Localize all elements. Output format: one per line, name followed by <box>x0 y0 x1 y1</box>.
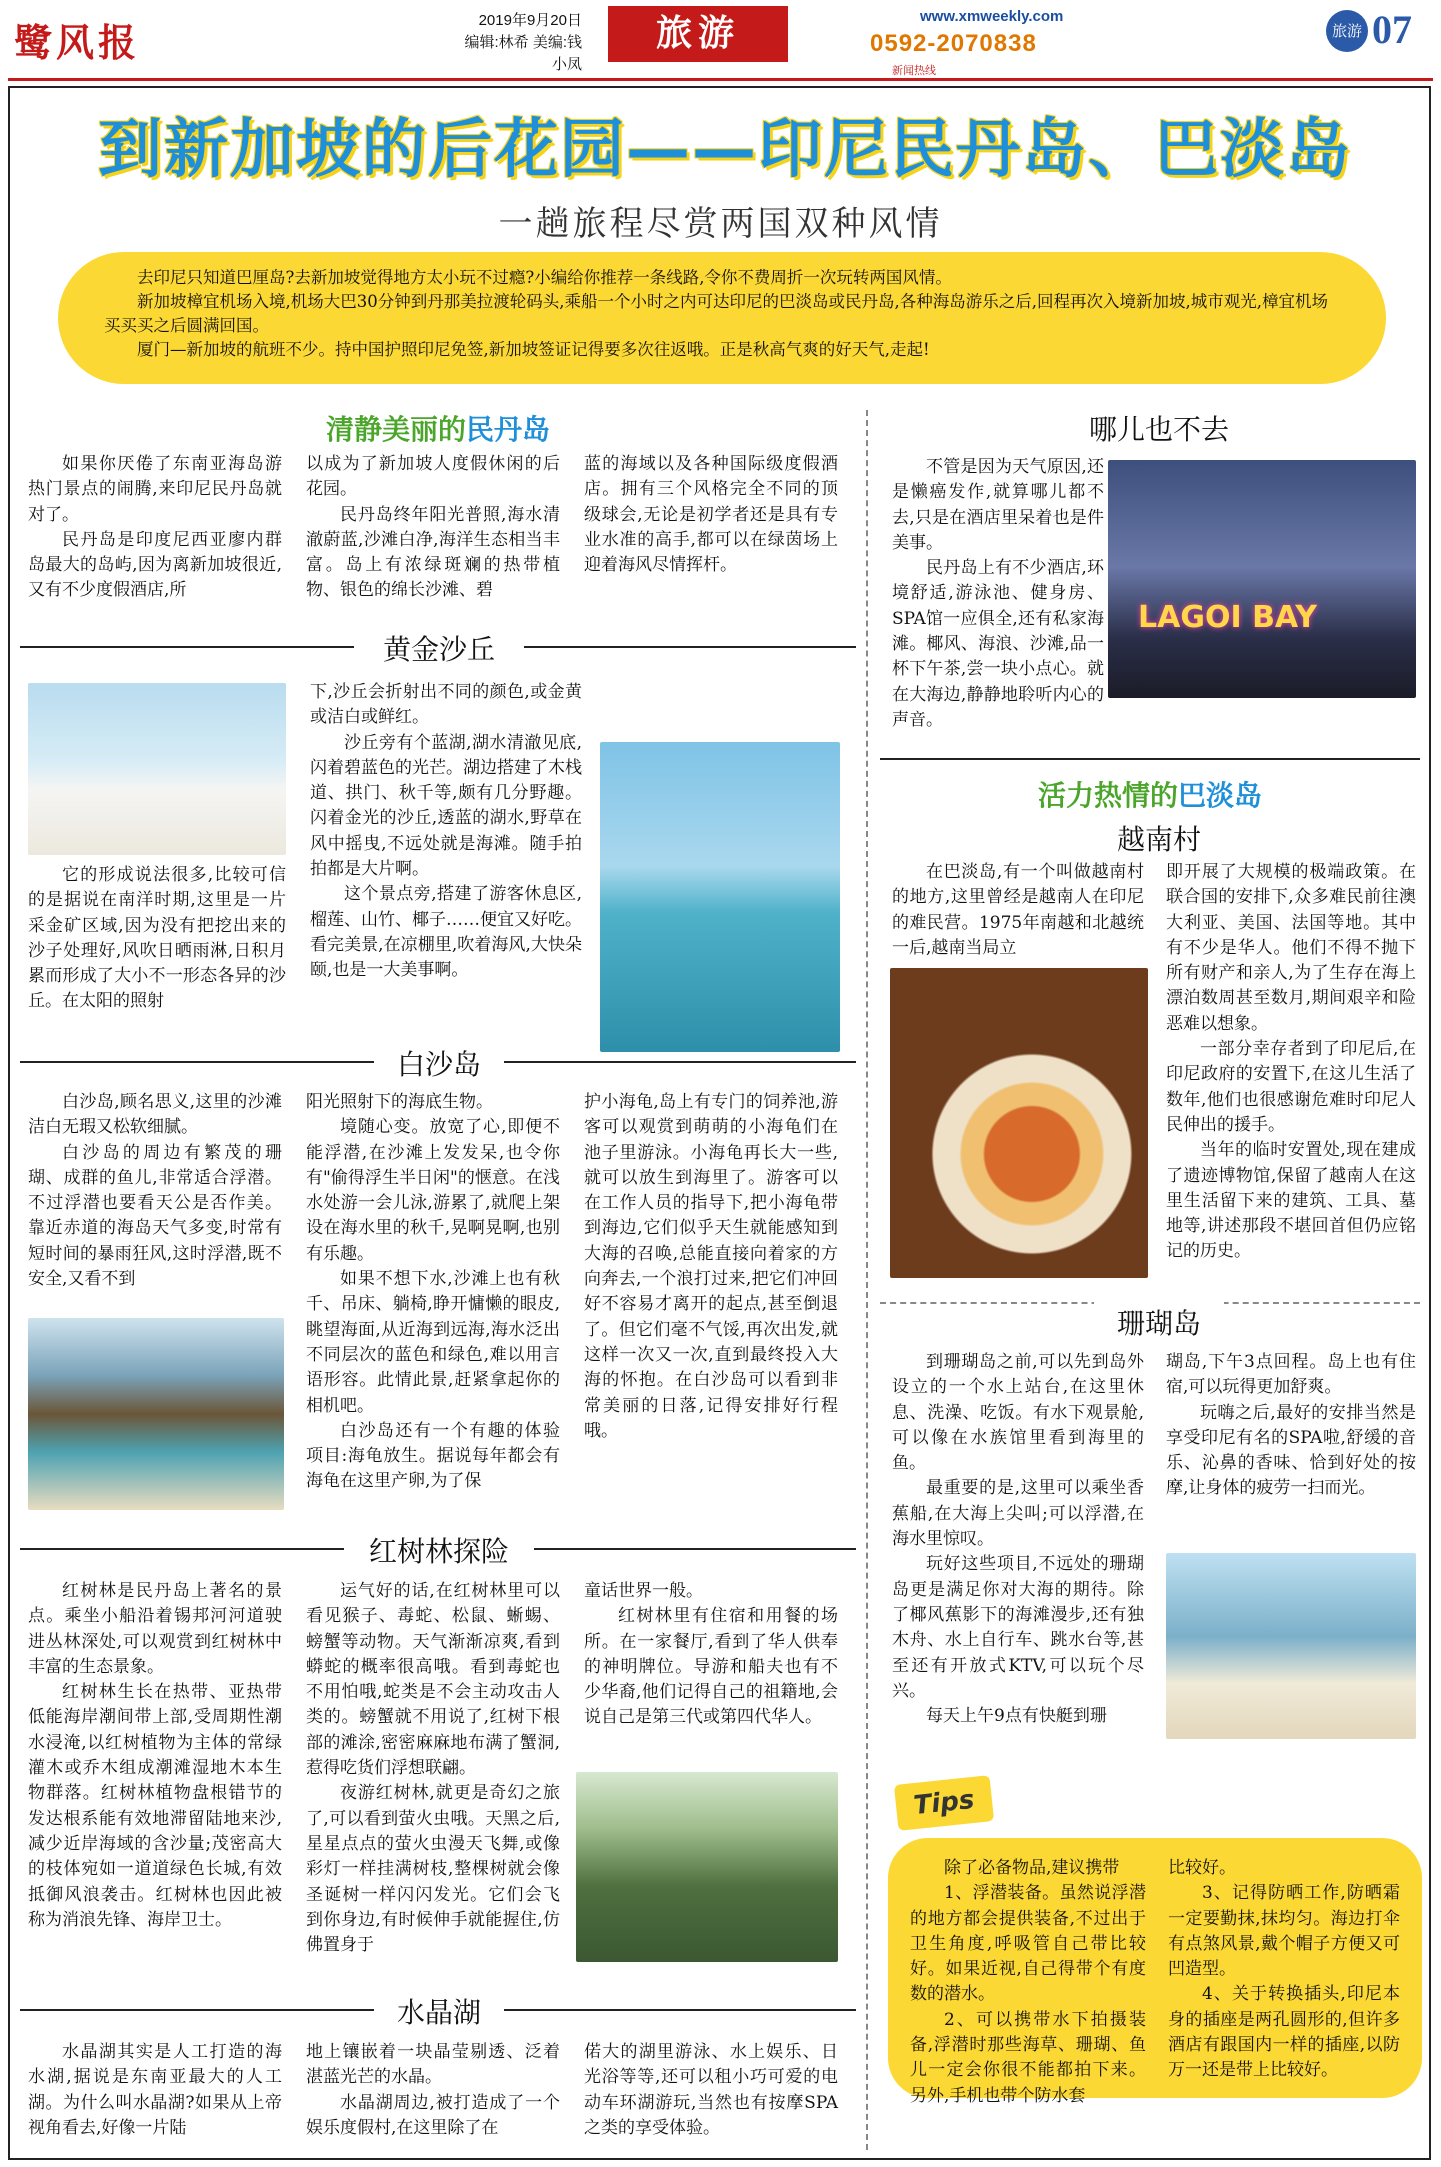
paragraph: 夜游红树林,就更是奇幻之旅了,可以看到萤火虫哦。天黑之后,星星点点的萤火虫漫天飞舞,或像彩灯一样挂满树枝,整棵树就会像圣诞树一样闪闪发光。它们会飞到你身边,有时候伸手就能握住,仿佛置身于 <box>306 1783 560 1956</box>
paragraph: 当年的临时安置处,现在建成了遗迹博物馆,保留了越南人在这里生活留下来的建筑、工具、墓地等,讲述那段不堪回首但仍应铭记的历史。 <box>1166 1140 1416 1262</box>
paragraph: 境随心变。放宽了心,即便不能浮潜,在沙滩上发发呆,也令你有"偷得浮生半日闲"的惬意。在浅水处游一会儿泳,游累了,就爬上架设在海水里的秋千,晃啊晃啊,也别有乐趣。 <box>306 1117 560 1264</box>
page-number: 07 <box>1372 7 1412 52</box>
paragraph: 运气好的话,在红树林里可以看见猴子、毒蛇、松鼠、蜥蜴、螃蟹等动物。天气渐渐凉爽,看到蟒蛇的概率很高哦。看到毒蛇也不用怕哦,蛇类是不会主动攻击人类的。螃蟹就不用说了,红树下根部的滩涂,密密麻麻地布满了蟹洞,惹得吃货们浮想联翩。 <box>306 1581 560 1779</box>
mangrove-col2 <box>306 1579 560 1958</box>
tips-label: Tips <box>894 1775 994 1831</box>
mangrove-col3 <box>584 1579 838 1731</box>
paragraph: 比较好。 <box>1168 1858 1236 1878</box>
issue-date: 2019年9月20日 <box>478 12 582 29</box>
issue-info <box>452 10 582 76</box>
section-tab: 旅游 <box>608 6 788 62</box>
food-photo <box>890 968 1148 1278</box>
section-heading-bintan <box>20 408 856 448</box>
mangrove-photo <box>576 1772 838 1962</box>
intro-paragraph: 去印尼只知道巴厘岛?去新加坡觉得地方太小玩不过瘾?小编给你推荐一条线路,令你不费周折一次玩转两国风情。 <box>137 268 952 287</box>
nowhere-text <box>892 455 1104 733</box>
bintan-col2 <box>306 452 560 604</box>
website-link[interactable]: www.xmweekly.com <box>920 8 1064 25</box>
section-heading-prefix: 清静美丽的 <box>325 413 466 446</box>
white-col2 <box>306 1090 560 1495</box>
lagoi-bay-photo <box>1108 460 1416 698</box>
subsection-title-coral-island: 珊瑚岛 <box>1094 1302 1224 1342</box>
section-heading-name: 民丹岛 <box>466 413 551 446</box>
newspaper-logo: 鹭风报 <box>14 20 141 65</box>
vietnam-col1 <box>892 860 1144 961</box>
paragraph: 到珊瑚岛之前,可以先到岛外设立的一个水上站台,在这里休息、洗澡、吃饭。有水下观景舱,可以像在水族馆里看到海里的鱼。 <box>892 1352 1144 1474</box>
tips-box <box>888 1838 1422 2106</box>
paragraph: 瑚岛,下午3点回程。岛上也有住宿,可以玩得更加舒爽。 <box>1166 1352 1416 1398</box>
paragraph: 白沙岛,顾名思义,这里的沙滩洁白无瑕又松软细腻。 <box>28 1092 282 1138</box>
page-title: 到新加坡的后花园——印尼民丹岛、巴淡岛 <box>98 113 1352 187</box>
beach-hut-photo <box>28 1318 284 1510</box>
hotline-label: 新闻热线 <box>892 65 936 77</box>
subsection-title-golden-dunes: 黄金沙丘 <box>354 628 524 668</box>
paragraph: 在巴淡岛,有一个叫做越南村的地方,这里曾经是越南人在印尼的难民营。1975年南越和北越统一后,越南当局立 <box>892 862 1144 958</box>
subsection-title-mangrove: 红树林探险 <box>344 1530 534 1570</box>
paragraph: 民丹岛是印度尼西亚廖内群岛最大的岛屿,因为离新加坡很近,又有不少度假酒店,所 <box>28 529 282 601</box>
paragraph: 红树林生长在热带、亚热带低能海岸潮间带上部,受周期性潮水浸淹,以红树植物为主体的常绿灌木或乔木组成潮滩湿地木本生物群落。红树林植物盘根错节的发达根系能有效地滞留陆地来沙,减少近岸海域的含沙量;茂密高大的枝体宛如一道道绿色长城,有效抵御风浪袭击。红树林也因此被称为消浪先锋、海岸卫士。 <box>28 1682 282 1930</box>
paragraph: 白沙岛的周边有繁茂的珊瑚、成群的鱼儿,非常适合浮潜。不过浮潜也要看天公是否作美。靠近赤道的海岛天气多变,时常有短时间的暴雨狂风,这时浮潜,既不安全,又看不到 <box>28 1142 282 1290</box>
paragraph: 玩嗨之后,最好的安排当然是享受印尼有名的SPA啦,舒缓的音乐、沁鼻的香味、恰到好处的按摩,让身体的疲劳一扫而光。 <box>1166 1402 1416 1499</box>
paragraph: 红树林是民丹岛上著名的景点。乘坐小船沿着锡邦河河道驶进丛林深处,可以观赏到红树林中丰富的生态景象。 <box>28 1581 282 1677</box>
paragraph: 地上镶嵌着一块晶莹剔透、泛着湛蓝光芒的水晶。 <box>306 2042 560 2088</box>
mangrove-col1 <box>28 1579 282 1933</box>
dune-photo <box>28 683 286 855</box>
paragraph: 偌大的湖里游泳、水上娱乐、日光浴等等,还可以租小巧可爱的电动车环湖游玩,当然也有按摩SPA之类的享受体验。 <box>584 2042 838 2138</box>
paragraph: 最重要的是,这里可以乘坐香蕉船,在大海上尖叫;可以浮潜,在海水里惊叹。 <box>892 1478 1144 1550</box>
section-badge: 旅游 <box>1326 10 1368 52</box>
paragraph: 3、记得防晒工作,防晒霜一定要勤抹,抹均匀。海边打伞有点煞风景,戴个帽子方便又可凹造型。 <box>1168 1883 1400 1980</box>
intro-box <box>58 252 1386 384</box>
vietnam-col2 <box>1166 860 1416 1265</box>
tips-col2 <box>1168 1856 1400 2084</box>
bintan-col1 <box>28 452 282 604</box>
bintan-col3 <box>584 452 838 578</box>
tips-col1 <box>910 1856 1146 2109</box>
pier-photo <box>600 742 840 1052</box>
paragraph: 一部分幸存者到了印尼后,在印尼政府的安置下,在这儿生活了数年,他们也很感谢危难时印尼人民伸出的援手。 <box>1166 1039 1416 1135</box>
paragraph: 阳光照射下的海底生物。 <box>306 1092 493 1112</box>
paragraph: 白沙岛还有一个有趣的体验项目:海龟放生。据说每年都会有海龟在这里产卵,为了保 <box>306 1420 560 1492</box>
coral-beach-photo <box>1166 1553 1416 1739</box>
hotline-number: 0592-2070838 <box>870 30 1037 57</box>
golden-col2 <box>310 680 582 984</box>
paragraph: 红树林里有住宿和用餐的场所。在一家餐厅,看到了华人供奉的神明牌位。导游和船夫也有不少华裔,他们记得自己的祖籍地,会说自己是第三代或第四代华人。 <box>584 1606 838 1728</box>
section-heading-name: 巴淡岛 <box>1178 779 1263 812</box>
paragraph: 即开展了大规模的极端政策。在联合国的安排下,众多难民前往澳大利亚、美国、法国等地。其中有不少是华人。他们不得不抛下所有财产和亲人,为了生存在海上漂泊数周甚至数月,期间艰辛和险恶难以想象。 <box>1166 862 1416 1034</box>
paragraph: 民丹岛上有不少酒店,环境舒适,游泳池、健身房、SPA馆一应俱全,还有私家海滩。椰风、海浪、沙滩,品一杯下午茶,尝一块小点心。就在大海边,静静地聆听内心的声音。 <box>892 558 1104 730</box>
crystal-col2 <box>306 2040 560 2141</box>
paragraph: 这个景点旁,搭建了游客休息区,榴莲、山竹、椰子……便宜又好吃。看完美景,在凉棚里,吹着海风,大快朵颐,也是一大美事啊。 <box>310 884 582 981</box>
subsection-title-vietnam-village: 越南村 <box>1116 823 1201 856</box>
subsection-title-white-sand: 白沙岛 <box>374 1043 504 1083</box>
coral-col1 <box>892 1350 1144 1729</box>
paragraph: 2、可以携带水下拍摄装备,浮潜时那些海草、珊瑚、鱼儿一定会你很不能都拍下来。另外,手机也带个防水套 <box>910 2009 1146 2106</box>
section-heading-batam <box>880 774 1420 814</box>
page-subtitle: 一趟旅程尽赏两国双种风情 <box>498 204 943 244</box>
paragraph: 如果不想下水,沙滩上也有秋千、吊床、躺椅,睁开慵懒的眼皮,眺望海面,从近海到远海,海水泛出不同层次的蓝色和绿色,难以用言语形容。此情此景,赶紧拿起你的相机吧。 <box>306 1269 560 1416</box>
paragraph: 以成为了新加坡人度假休闲的后花园。 <box>306 454 560 500</box>
paragraph: 不管是因为天气原因,还是懒癌发作,就算哪儿都不去,只是在酒店里呆着也是件美事。 <box>892 457 1104 553</box>
crystal-col1 <box>28 2040 282 2141</box>
paragraph: 下,沙丘会折射出不同的颜色,或金黄或洁白或鲜红。 <box>310 682 582 728</box>
intro-paragraph: 新加坡樟宜机场入境,机场大巴30分钟到丹那美拉渡轮码头,乘船一个小时之内可达印尼的巴淡岛或民丹岛,各种海岛游乐之后,回程再次入境新加坡,城市观光,樟宜机场买买买之后圆满回国。 <box>104 292 1328 335</box>
paragraph: 除了必备物品,建议携带 <box>944 1858 1120 1878</box>
masthead-rule <box>8 78 1433 81</box>
coral-col2 <box>1166 1350 1416 1502</box>
section-heading-prefix: 活力热情的 <box>1037 779 1178 812</box>
subsection-title-crystal-lake: 水晶湖 <box>374 1991 504 2031</box>
paragraph: 每天上午9点有快艇到珊 <box>926 1706 1107 1727</box>
paragraph: 4、关于转换插头,印尼本身的插座是两孔圆形的,但许多酒店有跟国内一样的插座,以防万一还是带上比较好。 <box>1168 1984 1400 2081</box>
intro-paragraph: 厦门—新加坡的航班不少。持中国护照印尼免签,新加坡签证记得要多次往返哦。正是秋高气爽的好天气,走起! <box>137 340 930 359</box>
white-col3 <box>584 1090 838 1444</box>
paragraph: 沙丘旁有个蓝湖,湖水清澈见底,闪着碧蓝色的光芒。湖边搭建了木栈道、拱门、秋千等,颇有几分野趣。闪着金光的沙丘,透蓝的湖水,野草在风中摇曳,不远处就是海滩。随手拍拍都是大片啊。 <box>310 732 582 880</box>
white-col1 <box>28 1090 282 1292</box>
editors-credit: 编辑:林希 美编:钱小凤 <box>464 34 582 73</box>
paragraph: 童话世界一般。 <box>584 1581 703 1601</box>
paragraph: 它的形成说法很多,比较可信的是据说在南洋时期,这里是一片采金矿区域,因为没有把挖出来的沙子处理好,风吹日晒雨淋,日积月累而形成了大小不一形态各异的沙丘。在太阳的照射 <box>28 865 286 1012</box>
paragraph: 如果你厌倦了东南亚海岛游热门景点的闹腾,来印尼民丹岛就对了。 <box>28 454 282 525</box>
paragraph: 水晶湖周边,被打造成了一个娱乐度假村,在这里除了在 <box>306 2092 560 2138</box>
crystal-col3 <box>584 2040 838 2141</box>
subsection-title-nowhere: 哪儿也不去 <box>1054 408 1264 448</box>
column-divider <box>866 410 868 2150</box>
paragraph: 护小海龟,岛上有专门的饲养池,游客可以观赏到萌萌的小海龟们在池子里游泳。小海龟再长大一些,就可以放生到海里了。游客可以在工作人员的指导下,把小海龟带到海边,它们似乎天生就能感知到大海的召唤,总能直接向着家的方向奔去,一个浪打过来,把它们冲回好不容易才离开的起点,甚至倒退了。但它们毫不气馁,再次出发,就这样一次又一次,直到最终投入大海的怀抱。在白沙岛可以看到非常美丽的日落,记得安排好行程哦。 <box>584 1092 838 1441</box>
paragraph: 玩好这些项目,不远处的珊瑚岛更是满足你对大海的期待。除了椰风蕉影下的海滩漫步,还有独木舟、水上自行车、跳水台等,甚至还有开放式KTV,可以玩个尽兴。 <box>892 1554 1144 1701</box>
golden-col1 <box>28 863 286 1015</box>
paragraph: 蓝的海域以及各种国际级度假酒店。拥有三个风格完全不同的顶级球会,无论是初学者还是具有专业水准的高手,都可以在绿茵场上迎着海风尽情挥杆。 <box>584 454 838 576</box>
section-rule <box>880 758 1420 760</box>
paragraph: 1、浮潜装备。虽然说浮潜的地方都会提供装备,不过出于卫生角度,呼吸管自己带比较好。如果近视,自己得带个有度数的潜水。 <box>910 1883 1146 2005</box>
lagoi-bay-sign: LAGOI BAY <box>1138 600 1318 635</box>
paragraph: 民丹岛终年阳光普照,海水清澈蔚蓝,沙滩白净,海洋生态相当丰富。岛上有浓绿斑斓的热带植物、银色的绵长沙滩、碧 <box>306 504 560 601</box>
paragraph: 水晶湖其实是人工打造的海水湖,据说是东南亚最大的人工湖。为什么叫水晶湖?如果从上帝视角看去,好像一片陆 <box>28 2042 282 2138</box>
